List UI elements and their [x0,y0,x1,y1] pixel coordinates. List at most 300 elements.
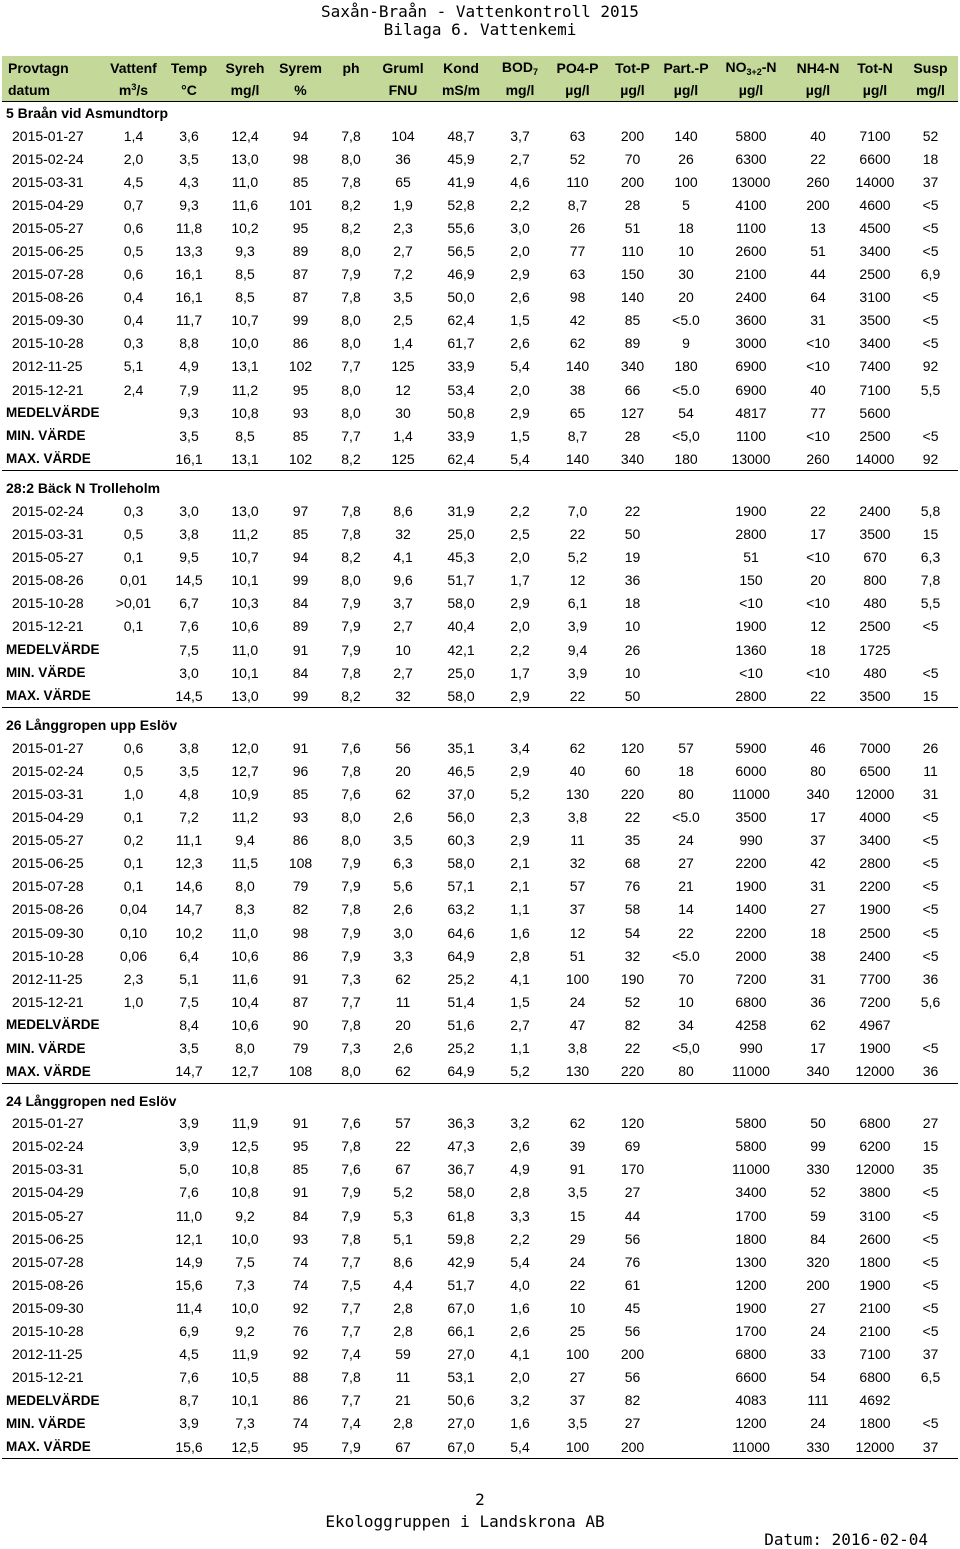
table-cell: 67 [395,1161,411,1178]
summary-cell: 1360 [735,641,767,658]
table-cell: 51 [624,219,641,236]
summary-cell: 200 [606,1435,659,1459]
table-cell: 12,3 [175,855,203,872]
summary-cell [903,1013,958,1036]
table-cell: 35 [922,1161,939,1178]
table-cell: 3100 [859,289,891,306]
table-cell: 12 [810,618,826,635]
table-body [2,102,958,1459]
table-cell: 7400 [859,358,891,375]
table-cell: 4,1 [393,549,413,566]
table-cell: 4100 [735,196,767,213]
summary-cell: 3,5 [179,1040,199,1057]
summary-cell: 330 [789,1435,847,1459]
table-cell: 15 [569,1207,586,1224]
table-row [2,1296,958,1319]
summary-cell: 102 [274,447,327,471]
summary-cell: <10 [806,427,830,444]
table-cell: 3,3 [510,1207,530,1224]
summary-cell: 82 [624,1016,641,1033]
table-cell: 6,5 [920,1369,941,1386]
table-cell: 3,5 [179,762,199,779]
table-cell: 27 [922,1115,939,1132]
summary-cell: 77 [810,404,826,421]
table-cell [659,1250,713,1273]
table-cell: 63 [569,127,586,144]
summary-cell: 1100 [735,427,767,444]
summary-row [2,638,958,661]
table-row [2,124,958,147]
summary-cell: 3,2 [510,1392,530,1409]
table-cell: 670 [863,549,887,566]
table-cell: 10,8 [231,1184,259,1201]
table-cell: 85 [292,173,309,190]
table-cell: 1900 [859,901,891,918]
table-cell: 3,0 [179,502,199,519]
table-cell: 8,2 [341,219,361,236]
table-row [2,216,958,239]
table-cell: 2,5 [510,526,530,543]
table-cell: 0,1 [123,618,144,635]
table-cell: 7,2 [393,266,413,283]
table-row [2,990,958,1013]
table-row [2,852,958,875]
summary-label: MIN. VÄRDE [6,665,86,681]
table-cell [659,592,713,615]
table-cell: 4,5 [123,173,144,190]
table-row [2,967,958,990]
table-cell: 77 [569,243,586,260]
table-cell: 7,6 [341,1115,361,1132]
table-cell: 5800 [735,127,767,144]
summary-cell: 3,9 [567,664,588,681]
summary-cell: 10 [395,641,411,658]
table-cell: 76 [624,878,641,895]
table-cell: 7,9 [341,595,361,612]
table-cell: 40,4 [447,618,475,635]
table-cell: 3800 [859,1184,891,1201]
table-cell [659,1227,713,1250]
table-cell: 10,7 [231,312,259,329]
summary-cell: 140 [549,447,606,471]
table-row [2,170,958,193]
table-cell: 15 [922,1138,939,1155]
summary-cell: 58,0 [431,684,491,708]
table-cell: 6200 [859,1138,891,1155]
table-cell: 22 [624,502,641,519]
summary-cell: <5,0 [672,1040,700,1057]
table-cell: 5,2 [393,1184,413,1201]
table-cell: 17 [810,809,826,826]
table-cell: 480 [863,595,887,612]
table-cell: 80 [810,762,826,779]
table-cell: 11,2 [231,526,259,543]
sample-date: 2015-03-31 [12,173,84,190]
summary-cell: 33,9 [447,427,475,444]
table-cell [659,1320,713,1343]
col-header: Part.-P [659,56,713,79]
table-cell: <5 [922,243,939,260]
sample-date: 2015-01-27 [12,127,84,144]
table-cell [105,1112,162,1135]
table-cell: 11,9 [231,1115,259,1132]
table-cell: 7,9 [341,266,361,283]
summary-cell: 25,0 [447,664,475,681]
summary-cell: 8,0 [341,404,361,421]
summary-cell: 990 [739,1040,763,1057]
table-cell: 5,2 [567,549,588,566]
table-cell: 60,3 [447,832,475,849]
table-cell [659,1204,713,1227]
table-cell [105,1296,162,1319]
table-cell: 4,4 [393,1276,413,1293]
table-cell: 7,8 [341,127,361,144]
table-cell: 52 [624,993,641,1010]
col-header-no: $NO_{3+2}-N$ [713,56,789,79]
table-cell: 8,3 [235,901,255,918]
table-cell [105,1204,162,1227]
table-cell: 9,5 [179,549,199,566]
table-cell: 1,9 [393,196,413,213]
table-cell: 7,6 [179,1184,199,1201]
summary-row [2,1060,958,1084]
sample-date: 2015-07-28 [12,878,84,895]
table-cell: 62 [569,739,586,756]
table-cell: 7,9 [341,878,361,895]
table-cell: 10,7 [231,549,259,566]
table-cell: 0,6 [123,219,144,236]
table-cell: <5 [922,289,939,306]
table-cell: 39 [569,1138,586,1155]
unit-header: µg/l [606,79,659,102]
table-cell: 9,3 [235,243,255,260]
table-cell: 24 [810,1323,826,1340]
table-cell: 2,5 [393,312,413,329]
table-cell: 200 [620,173,645,190]
table-cell: 5800 [735,1138,767,1155]
table-cell: 125 [391,358,415,375]
sample-date: 2015-02-24 [12,150,84,167]
table-cell: 8,2 [341,549,361,566]
unit-header: µg/l [789,79,847,102]
table-cell: 3,9 [567,618,588,635]
table-cell: 7,5 [179,993,199,1010]
table-cell: 22 [810,150,826,167]
sample-date: 2015-10-28 [12,1323,84,1340]
table-cell: 6,9 [179,1323,199,1340]
table-cell: <5 [922,618,939,635]
table-cell: 95 [292,219,309,236]
table-cell: 0,1 [123,549,144,566]
table-cell: 11,1 [175,832,203,849]
table-cell: 140 [620,289,645,306]
table-cell: 95 [292,1138,309,1155]
table-cell: 37 [922,1346,939,1363]
table-cell [659,499,713,522]
table-cell: 27,0 [447,1346,475,1363]
summary-cell [659,1435,713,1459]
summary-cell: 7,8 [341,1016,361,1033]
table-cell: 2,3 [393,219,413,236]
table-cell: 2,0 [510,618,530,635]
table-cell: 69 [624,1138,641,1155]
table-cell: 70 [624,150,641,167]
table-cell: 63 [569,266,586,283]
table-cell: 3,5 [179,150,199,167]
table-cell: 5 [682,196,690,213]
table-cell: 0,6 [123,739,144,756]
table-cell: 10,4 [231,993,259,1010]
table-cell: 7200 [859,993,891,1010]
table-cell: 11,5 [231,855,259,872]
table-cell: 1,0 [123,785,144,802]
table-cell: 99 [292,312,309,329]
table-cell: 2,7 [393,243,413,260]
table-cell: 8,0 [341,150,361,167]
table-cell: 99 [292,572,309,589]
unit-header: mg/l [491,79,549,102]
table-cell: 340 [806,785,830,802]
section-title: 28:2 Bäck N Trolleholm [6,480,161,497]
table-cell: 0,2 [123,832,144,849]
table-cell: 7,9 [341,1207,361,1224]
summary-cell: 28 [624,427,641,444]
table-cell: 85 [292,526,309,543]
table-cell: 92 [292,1346,309,1363]
summary-cell: 20 [395,1016,411,1033]
table-cell: 3,8 [567,809,588,826]
table-cell: 4,6 [510,173,530,190]
sample-date: 2015-06-25 [12,855,84,872]
summary-cell: 1800 [859,1415,891,1432]
table-cell: 8,0 [341,832,361,849]
summary-cell: <5 [922,1040,939,1057]
summary-cell: 5,2 [491,1060,549,1084]
table-cell: 10 [569,1299,586,1316]
table-cell: 7,9 [179,381,199,398]
table-cell: 340 [620,358,645,375]
summary-cell: 50 [606,684,659,708]
table-cell: 0,7 [123,196,144,213]
summary-cell: 34 [678,1016,694,1033]
table-cell: 86 [292,335,309,352]
table-cell: 10,1 [231,572,259,589]
table-cell: 10,8 [231,1161,259,1178]
summary-cell: 91 [292,641,309,658]
summary-cell: 8,2 [327,447,375,471]
table-cell: 11,2 [231,381,259,398]
summary-row [2,447,958,471]
table-cell: 52 [569,150,586,167]
table-cell: 6600 [859,150,891,167]
summary-label: MIN. VÄRDE [6,1415,86,1431]
table-cell: 0,6 [123,266,144,283]
summary-cell [659,684,713,708]
table-cell: 8,0 [341,381,361,398]
table-cell: 4500 [859,219,891,236]
table-cell: 18 [624,595,641,612]
summary-cell: 90 [292,1016,309,1033]
summary-cell: 3,5 [179,427,199,444]
table-cell: 2,0 [510,243,530,260]
table-cell: 33 [810,1346,826,1363]
table-cell: 42,9 [447,1253,475,1270]
summary-cell: 10,6 [231,1016,259,1033]
unit-header-flow: $m^3/s$ [105,79,162,102]
table-cell: 2,6 [510,1138,530,1155]
summary-cell: 79 [292,1040,309,1057]
table-cell: 7,8 [341,502,361,519]
sample-date: 2015-04-29 [12,1184,84,1201]
table-cell: 1,4 [393,335,413,352]
table-cell: 57 [569,878,586,895]
table-cell: 13,0 [231,150,259,167]
summary-cell: 54 [678,404,694,421]
summary-cell: 92 [903,447,958,471]
table-cell: 46,9 [447,266,475,283]
table-cell: 84 [810,1230,826,1247]
table-cell: 11,9 [231,1346,259,1363]
table-cell: 260 [806,173,830,190]
table-cell: 93 [292,1230,309,1247]
table-cell: 100 [565,970,590,987]
summary-cell: 64,9 [431,1060,491,1084]
table-cell: 2,7 [510,150,530,167]
summary-cell: 12000 [847,1060,903,1084]
sample-date: 2015-06-25 [12,243,84,260]
table-cell: 1,4 [123,127,144,144]
table-cell: 10,0 [231,335,259,352]
table-row [2,309,958,332]
table-cell: 1,1 [510,901,530,918]
table-cell: 42 [569,312,586,329]
summary-cell: 108 [274,1060,327,1084]
table-cell: 46,5 [447,762,475,779]
table-cell: 98 [292,150,309,167]
table-cell: 3,8 [179,739,199,756]
col-header-bod: $BOD_7$ [491,56,549,79]
table-cell: 100 [565,1346,590,1363]
table-cell: 3100 [859,1207,891,1224]
sample-date: 2015-10-28 [12,947,84,964]
table-cell: 7,6 [341,785,361,802]
table-cell: 52 [922,127,939,144]
col-header: Vattenf [105,56,162,79]
table-cell: 2100 [859,1323,891,1340]
table-cell: 12,4 [231,127,259,144]
table-cell: 3,5 [393,832,413,849]
table-cell: 2500 [859,924,891,941]
table-cell: 5800 [735,1115,767,1132]
sample-date: 2012-11-25 [12,358,83,375]
table-cell: 2800 [859,855,891,872]
table-cell: 66,1 [447,1323,475,1340]
table-cell: 15,6 [175,1276,203,1293]
table-cell: 32 [569,855,586,872]
table-cell: 4,1 [510,970,530,987]
table-cell: 14,5 [175,572,203,589]
table-cell [105,1366,162,1389]
summary-label: MEDELVÄRDE [6,642,100,658]
summary-cell: 7,4 [341,1415,361,1432]
table-cell: 18 [810,924,826,941]
table-cell: 22 [810,502,826,519]
table-cell: 88 [292,1369,309,1386]
summary-cell: 15 [903,684,958,708]
table-cell: 51 [743,549,759,566]
table-cell: 92 [922,358,939,375]
table-cell: 85 [292,785,309,802]
summary-cell: 100 [549,1435,606,1459]
table-cell: 1700 [735,1207,767,1224]
table-cell: 65 [395,173,411,190]
table-cell: 11,6 [231,196,259,213]
table-cell: 62 [569,1115,586,1132]
table-cell: 51,4 [447,993,475,1010]
table-cell: 89 [292,243,309,260]
col-header: Gruml [375,56,431,79]
unit-header: datum [2,79,105,102]
table-cell: 5,0 [179,1161,199,1178]
summary-cell: 5,4 [491,1435,549,1459]
table-cell: 12 [395,381,411,398]
summary-cell: 25,2 [447,1040,475,1057]
summary-cell: 27 [624,1415,641,1432]
sample-date: 2015-02-24 [12,1138,84,1155]
table-row [2,499,958,522]
table-cell: 36 [395,150,411,167]
summary-cell: 2800 [713,684,789,708]
table-row [2,1135,958,1158]
summary-cell: 26 [624,641,641,658]
table-cell: 0,1 [123,855,144,872]
table-cell: 36,3 [447,1115,475,1132]
table-cell: 5,4 [510,358,530,375]
table-cell: 2,6 [393,901,413,918]
table-cell: 200 [620,127,645,144]
table-row [2,1227,958,1250]
table-row [2,378,958,401]
table-cell: 2,2 [510,196,530,213]
col-header: NH4-N [789,56,847,79]
table-cell: 120 [620,739,645,756]
col-header: Tot-P [606,56,659,79]
summary-cell: 37 [569,1392,586,1409]
table-cell: 74 [292,1276,309,1293]
table-row [2,615,958,638]
table-cell: 0,5 [123,526,144,543]
table-cell: 7,7 [341,993,361,1010]
table-cell: 40 [569,762,586,779]
table-cell: 10,9 [231,785,259,802]
table-cell: 3,4 [510,739,530,756]
page-subtitle: Bilaga 6. Vattenkemi [383,20,577,39]
summary-cell: 125 [375,447,431,471]
summary-cell: 21 [395,1392,411,1409]
table-cell: 14 [678,901,694,918]
table-cell: 13000 [731,173,771,190]
table-cell: 4,3 [179,173,199,190]
table-row [2,944,958,967]
unit-header [327,79,375,102]
table-cell: 170 [620,1161,645,1178]
sample-date: 2015-06-25 [12,1230,84,1247]
table-cell: 6800 [859,1369,891,1386]
summary-cell: 11,0 [231,641,259,658]
table-cell: 59,8 [447,1230,475,1247]
table-cell: 110 [566,173,589,190]
table-cell: 20 [810,572,826,589]
